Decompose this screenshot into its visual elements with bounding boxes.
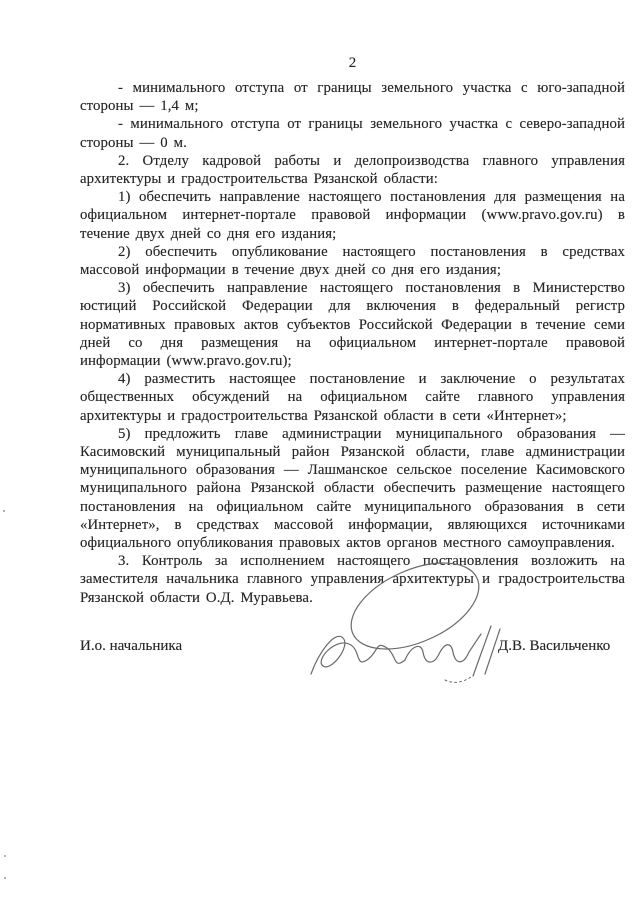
body-paragraph-setback-southwest: - минимального отступа от границы земельного участка с юго-западной стороны — 1,4 м; bbox=[80, 80, 625, 115]
scan-speck bbox=[3, 510, 5, 512]
body-paragraph-item-2: 2. Отделу кадровой работы и делопроизводства главного управления архитектуры и градостроительства Рязанской области: bbox=[80, 152, 625, 188]
body-paragraph-subitem-2: 2) обеспечить опубликование настоящего постановления в средствах массовой информации в течение двух дней со дня его издания; bbox=[80, 243, 625, 279]
scan-speck bbox=[4, 855, 6, 857]
document-body bbox=[80, 54, 625, 607]
page-number: 2 bbox=[348, 55, 357, 71]
body-paragraph-subitem-4: 4) разместить настоящее постановление и заключение о результатах общественных обсуждений на официальном сайте главного управления архитектуры и градостроительства Рязанской области в сети «Интернет»; bbox=[80, 371, 625, 424]
scan-speck bbox=[4, 877, 6, 879]
handwritten-signature-icon bbox=[295, 556, 505, 691]
body-paragraph-setback-northwest: - минимального отступа от границы земельного участка с северо-западной стороны — 0 м. bbox=[80, 116, 625, 151]
body-paragraph-subitem-5: 5) предложить главе администрации муниципального образования — Касимовский муниципальный район Рязанской области, главе администрации муниципального образования — Лашманское сельское поселение Касимовского муниципального района Рязанской области обеспечить размещение настоящего постановления на официальном сайте муниципального образования в сети «Интернет», в средствах массовой информации, являющихся источниками официального опубликования правовых актов органов местного самоуправления. bbox=[80, 425, 625, 552]
body-paragraph-subitem-1: 1) обеспечить направление настоящего постановления для размещения на официальном интернет-портале правовой информации (www.pravo.gov.ru) в течение двух дней со дня его издания; bbox=[80, 189, 625, 242]
signatory-position-label: И.о. начальника bbox=[80, 638, 183, 654]
body-paragraph-subitem-3: 3) обеспечить направление настоящего постановления в Министерство юстиций Российской Федерации для включения в федеральный регистр нормативных правовых актов субъектов Российской Федерации в течение семи дней со дня размещения на официальном интернет-портале правовой информации (www.pravo.gov.ru); bbox=[80, 280, 625, 370]
signatory-name-label: Д.В. Васильченко bbox=[498, 638, 611, 654]
body-paragraph-item-3-control: 3. Контроль за исполнением настоящего постановления возложить на заместителя начальника главного управления архитектуры и градостроительства Рязанской области О.Д. Муравьева. bbox=[80, 553, 625, 606]
